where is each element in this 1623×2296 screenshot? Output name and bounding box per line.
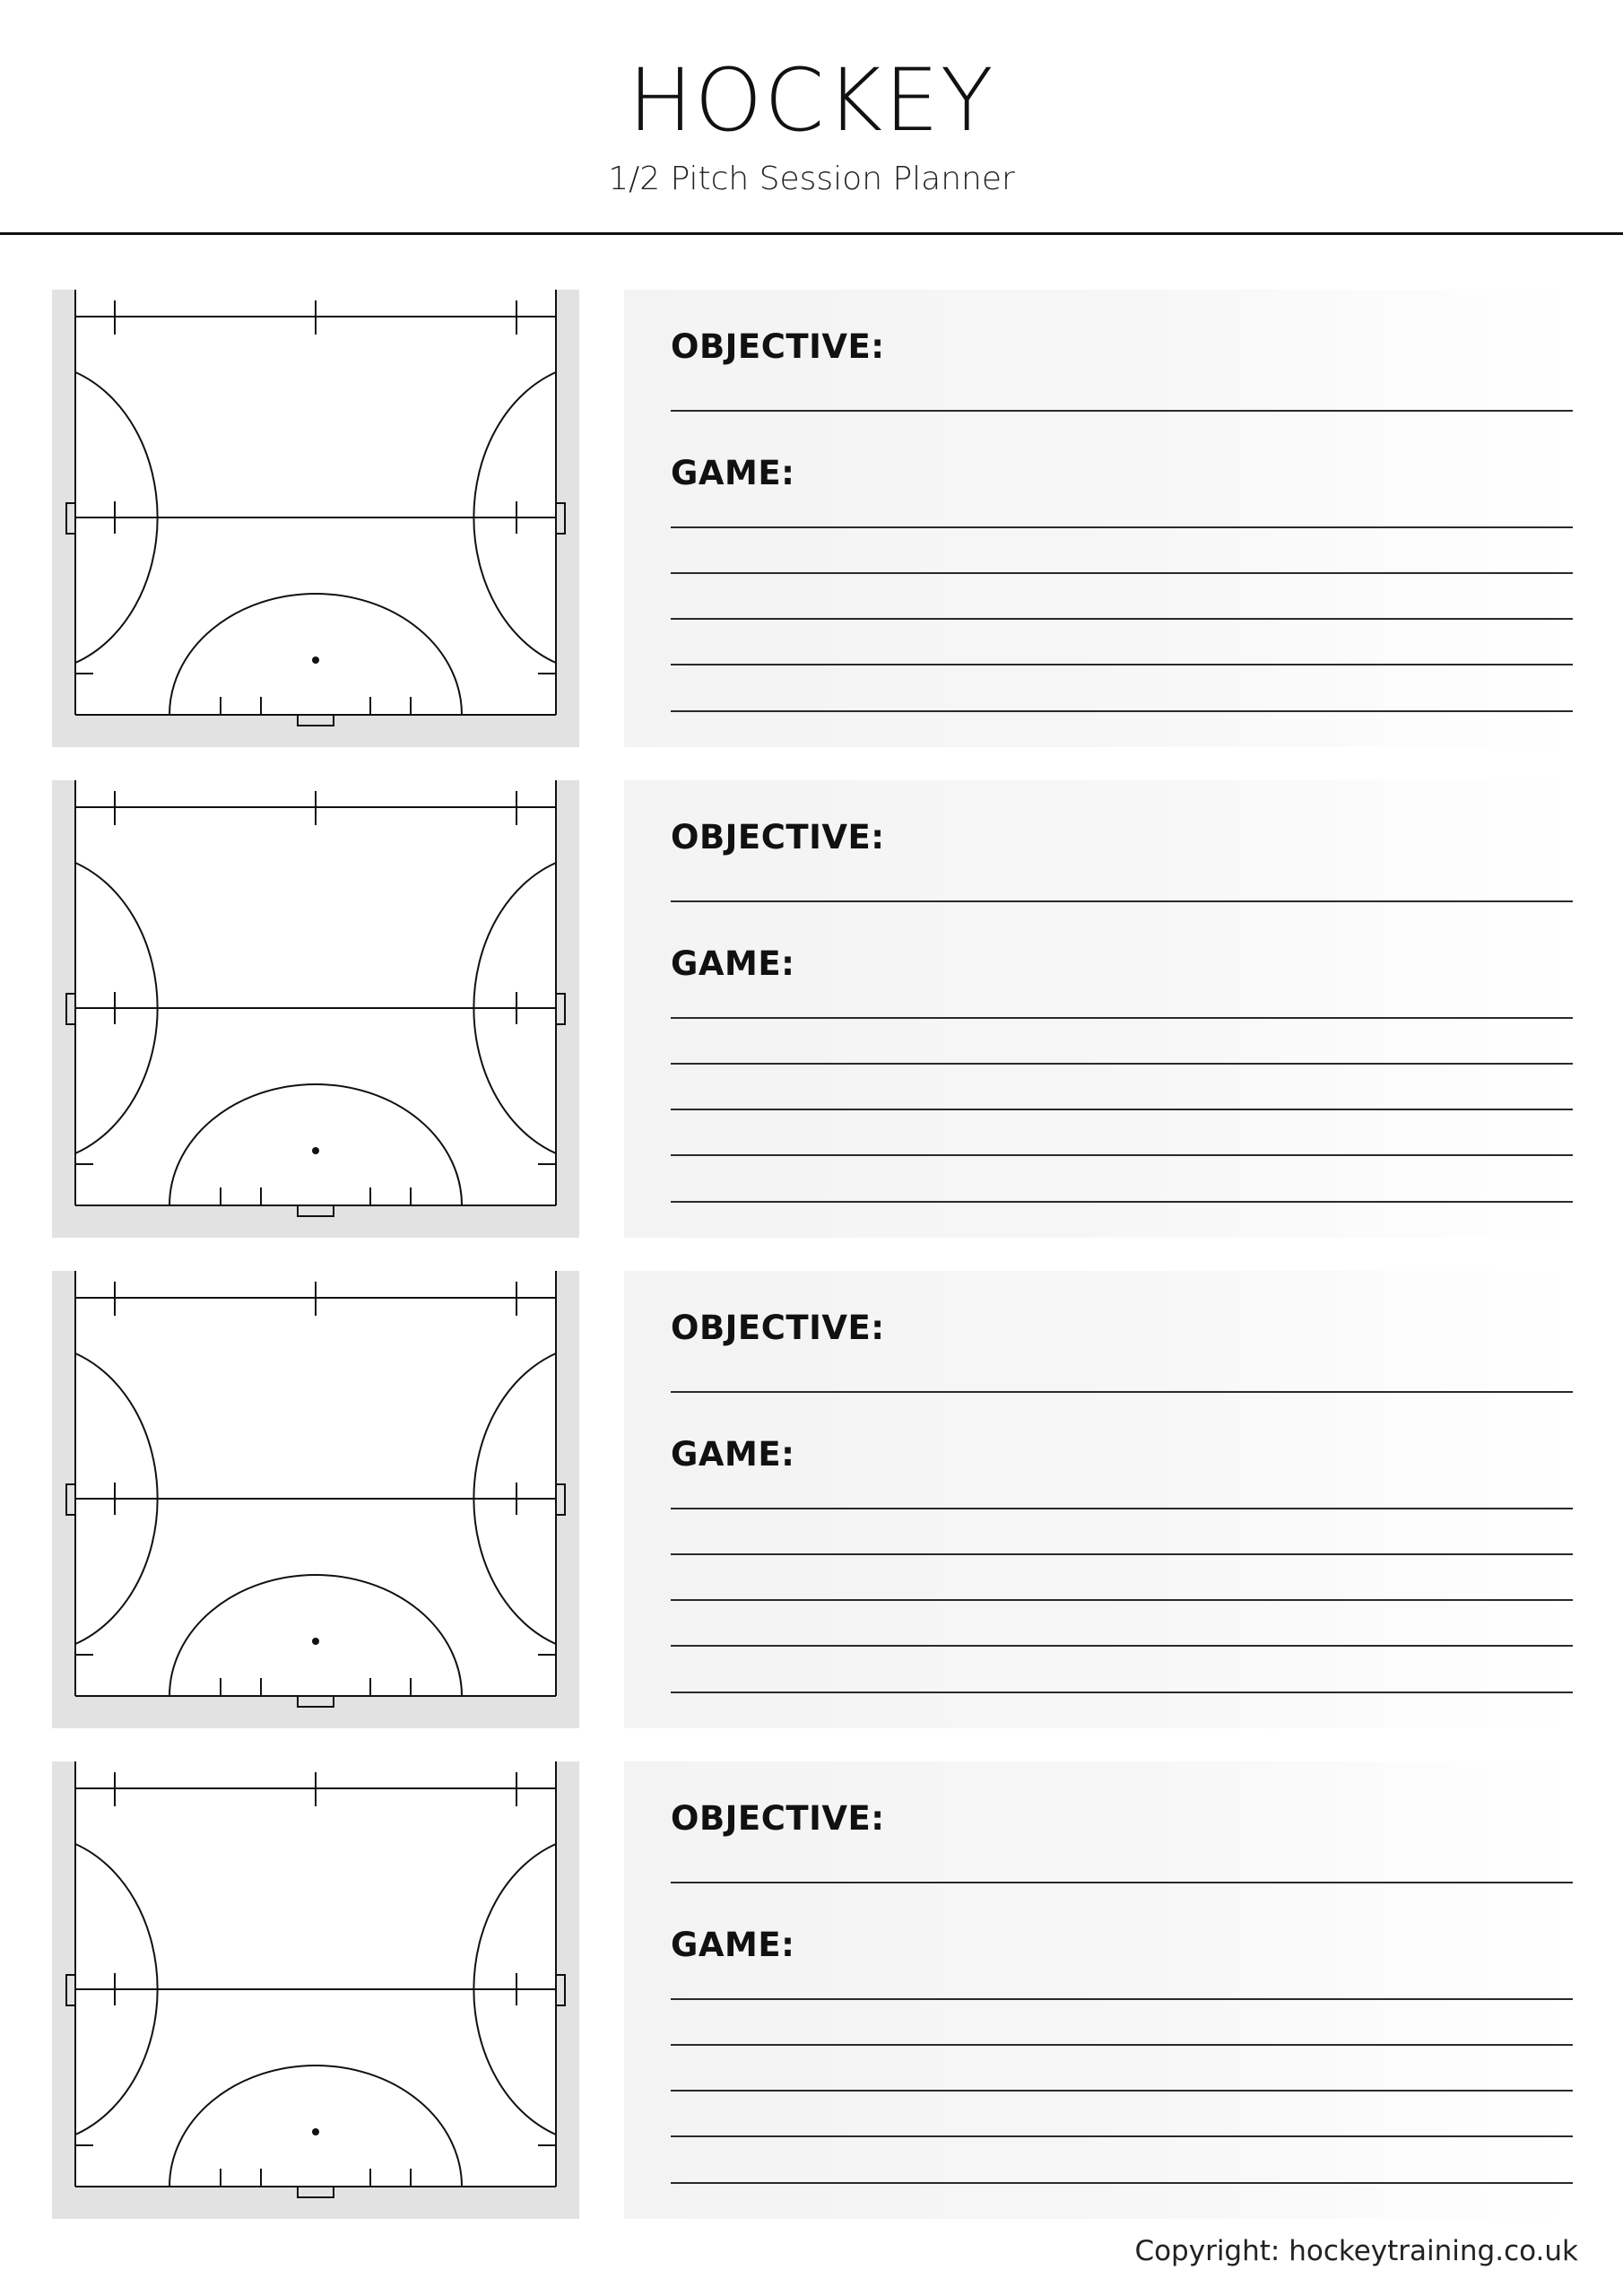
penalty-spot: [312, 657, 319, 664]
pitch-diagram[interactable]: [52, 1761, 579, 2219]
game-writing-line[interactable]: [671, 1109, 1573, 1110]
right-goal: [556, 503, 565, 534]
header-divider: [0, 232, 1623, 235]
page-title: HOCKEY: [628, 50, 995, 151]
pitch-diagram[interactable]: [52, 1271, 579, 1728]
bottom-goal: [298, 1205, 334, 1216]
left-goal: [66, 503, 75, 534]
game-writing-line[interactable]: [671, 1063, 1573, 1065]
penalty-spot: [312, 2128, 319, 2135]
game-writing-line[interactable]: [671, 1599, 1573, 1601]
session-block: [0, 290, 1623, 747]
game-writing-line[interactable]: [671, 1201, 1573, 1203]
bottom-goal: [298, 2187, 334, 2197]
objective-label: OBJECTIVE:: [671, 1309, 885, 1347]
pitch-surface: [75, 1271, 556, 1696]
pitch-diagram[interactable]: [52, 780, 579, 1238]
game-writing-line[interactable]: [671, 2182, 1573, 2184]
session-block: [0, 1761, 1623, 2219]
left-goal: [66, 1484, 75, 1515]
game-writing-line[interactable]: [671, 572, 1573, 574]
game-writing-line[interactable]: [671, 1553, 1573, 1555]
objective-label: OBJECTIVE:: [671, 818, 885, 857]
objective-writing-line[interactable]: [671, 900, 1573, 902]
objective-label: OBJECTIVE:: [671, 327, 885, 366]
game-label: GAME:: [671, 1435, 795, 1474]
game-label: GAME:: [671, 944, 795, 983]
right-goal: [556, 994, 565, 1024]
bottom-goal: [298, 715, 334, 726]
game-writing-line[interactable]: [671, 2090, 1573, 2092]
game-writing-line[interactable]: [671, 710, 1573, 712]
pitch-svg: [52, 780, 579, 1238]
game-label: GAME:: [671, 1926, 795, 1964]
game-writing-line[interactable]: [671, 1692, 1573, 1693]
bottom-goal: [298, 1696, 334, 1707]
pitch-svg: [52, 290, 579, 747]
game-writing-line[interactable]: [671, 664, 1573, 665]
pitch-svg: [52, 1761, 579, 2219]
left-goal: [66, 1975, 75, 2005]
game-label: GAME:: [671, 454, 795, 492]
objective-writing-line[interactable]: [671, 1391, 1573, 1393]
game-writing-line[interactable]: [671, 526, 1573, 528]
notes-panel: [624, 780, 1575, 1238]
notes-panel: [624, 1271, 1575, 1728]
game-writing-line[interactable]: [671, 1645, 1573, 1647]
game-writing-line[interactable]: [671, 618, 1573, 620]
page-header: [0, 0, 1623, 235]
notes-panel: [624, 1761, 1575, 2219]
session-block: [0, 780, 1623, 1238]
pitch-svg: [52, 1271, 579, 1728]
copyright-notice: Copyright: hockeytraining.co.uk: [1134, 2235, 1578, 2267]
game-writing-line[interactable]: [671, 1017, 1573, 1019]
pitch-surface: [75, 1761, 556, 2187]
objective-writing-line[interactable]: [671, 1882, 1573, 1883]
notes-panel: [624, 290, 1575, 747]
penalty-spot: [312, 1638, 319, 1645]
session-block: [0, 1271, 1623, 1728]
right-goal: [556, 1484, 565, 1515]
pitch-diagram[interactable]: [52, 290, 579, 747]
penalty-spot: [312, 1147, 319, 1154]
game-writing-line[interactable]: [671, 2044, 1573, 2046]
game-writing-line[interactable]: [671, 2135, 1573, 2137]
game-writing-line[interactable]: [671, 1998, 1573, 2000]
left-goal: [66, 994, 75, 1024]
pitch-surface: [75, 780, 556, 1205]
game-writing-line[interactable]: [671, 1508, 1573, 1509]
objective-writing-line[interactable]: [671, 410, 1573, 412]
objective-label: OBJECTIVE:: [671, 1799, 885, 1838]
pitch-surface: [75, 290, 556, 715]
page-subtitle: 1/2 Pitch Session Planner: [608, 161, 1015, 197]
game-writing-line[interactable]: [671, 1154, 1573, 1156]
right-goal: [556, 1975, 565, 2005]
